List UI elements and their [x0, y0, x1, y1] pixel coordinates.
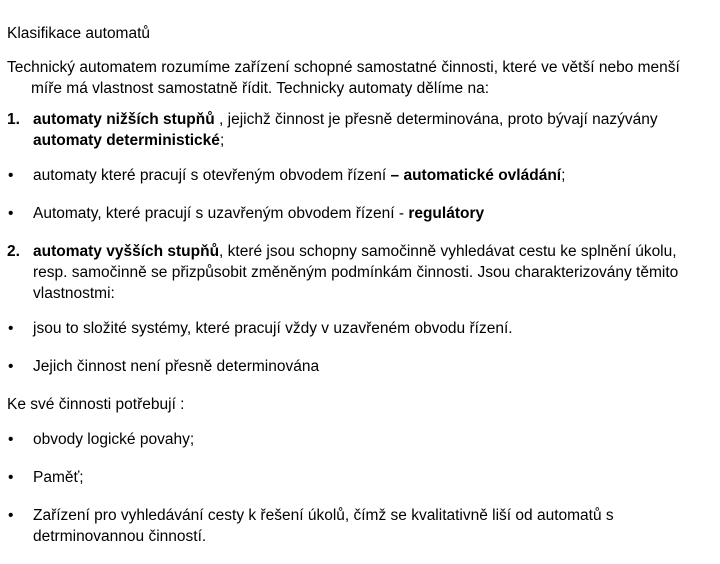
bullet-marker: • [8, 507, 14, 524]
list-item-bold: – automatické ovládání [390, 167, 562, 184]
section-2-rest: , které jsou schopny samočinně vyhledávat cestu ke splnění úkolu, resp. samočinně se přizpůsobit změněným podmínkám činnosti. Jsou charakterizovány těmito vlastnostmi: [33, 243, 679, 302]
list-item [7, 203, 712, 224]
list-item-text: Zařízení pro vyhledávání cesty k řešení úkolů, čímž se kvalitativně liší od automatů s detrminovannou činností. [33, 507, 614, 545]
intro-paragraph: Technický automatem rozumíme zařízení schopné samostatné činnosti, které ve větší nebo menší míře má vlastnost samostatně řídit. Technicky automaty dělíme na: [7, 59, 680, 97]
bullet-marker: • [8, 205, 14, 222]
section-2-number: 2. [7, 243, 20, 260]
needs-label: Ke své činnosti potřebují : [7, 396, 185, 413]
list-item [7, 505, 712, 547]
section-1-mid: , jejichž činnost je přesně determinována, proto bývají nazývány [214, 111, 658, 128]
list-item [7, 467, 712, 488]
list-item [7, 356, 712, 377]
section-1 [7, 109, 712, 151]
list-item-plain: Automaty, které pracují s uzavřeným obvodem řízení - [33, 205, 409, 222]
bullet-marker: • [8, 358, 14, 375]
list-item [7, 318, 712, 339]
bullet-marker: • [8, 167, 14, 184]
slide-title: Klasifikace automatů [7, 25, 151, 42]
bullet-marker: • [8, 469, 14, 486]
list-item [7, 165, 712, 186]
section-1-bold-end: automaty deterministické [33, 132, 220, 149]
list-item-tail: ; [561, 167, 566, 184]
bullet-marker: • [8, 320, 14, 337]
list-item-bold: regulátory [408, 205, 485, 222]
slide-content [7, 23, 712, 564]
list-item-text [33, 203, 712, 224]
section-1-number: 1. [7, 111, 20, 128]
list-item-text: jsou to složité systémy, které pracují vždy v uzavřeném obvodu řízení. [33, 320, 513, 337]
section-1-text [33, 109, 712, 151]
list-item [7, 429, 712, 450]
list-item-plain: automaty které pracují s otevřeným obvodem řízení [33, 167, 391, 184]
list-item-text [33, 165, 712, 186]
bullet-marker: • [8, 431, 14, 448]
section-2 [7, 241, 712, 304]
section-1-tail: ; [219, 132, 225, 149]
section-2-text [33, 241, 712, 304]
section-2-bold-start: automaty vyšších stupňů [33, 243, 220, 260]
list-item-text: Jejich činnost není přesně determinována [33, 358, 320, 375]
list-item-text: Paměť; [33, 469, 84, 486]
section-1-bold-start: automaty nižších stupňů [33, 111, 215, 128]
list-item-text: obvody logické povahy; [33, 431, 195, 448]
